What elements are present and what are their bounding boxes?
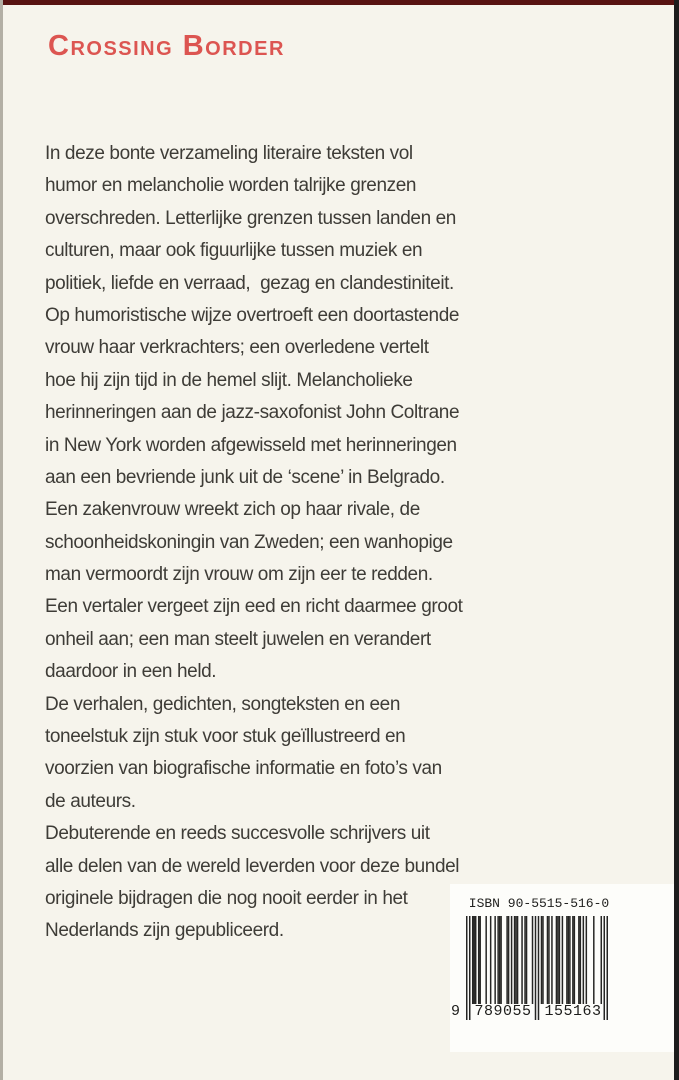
ean-digit-lead: 9 xyxy=(451,1003,461,1020)
body-text-line: politiek, liefde en verraad, gezag en clandestiniteit. xyxy=(45,272,454,294)
body-text-line: Een vertaler vergeet zijn eed en richt daarmee groot xyxy=(45,596,463,618)
body-text-line: De verhalen, gedichten, songteksten en een xyxy=(45,693,401,715)
ean-digits-left: 789055 xyxy=(474,1003,532,1020)
barcode-panel xyxy=(450,884,675,1052)
body-text-line: herinneringen aan de jazz-saxofonist John Coltrane xyxy=(45,402,460,424)
body-text-line: Nederlands zijn gepubliceerd. xyxy=(45,920,284,942)
body-text-line: hoe hij zijn tijd in de hemel slijt. Melancholieke xyxy=(45,369,413,391)
body-text-line: schoonheidskoningin van Zweden; een wanhopige xyxy=(45,531,453,553)
body-text-line: voorzien van biografische informatie en foto’s van xyxy=(45,758,442,780)
ean-digits xyxy=(451,1002,608,1020)
body-text-line: In deze bonte verzameling literaire teksten vol xyxy=(45,143,413,164)
scan-edge-left xyxy=(0,0,3,1080)
body-text-line: Een zakenvrouw wreekt zich op haar rivale, de xyxy=(45,499,420,521)
body-text-line: aan een bevriende junk uit de ‘scene’ in Belgrado. xyxy=(45,466,445,488)
body-text-line: toneelstuk zijn stuk voor stuk geïllustreerd en xyxy=(45,726,406,748)
isbn-label: ISBN 90-5515-516-0 xyxy=(468,896,610,911)
body-text-line: Op humoristische wijze overtroeft een doortastende xyxy=(45,304,460,326)
body-text-line: Debuterende en reeds succesvolle schrijvers uit xyxy=(45,823,430,845)
body-text-line: de auteurs. xyxy=(45,790,136,812)
body-text-line: overschreden. Letterlijke grenzen tussen landen en xyxy=(45,207,456,229)
ean-barcode xyxy=(451,916,608,1038)
body-text-line: originele bijdragen die nog nooit eerder in het xyxy=(45,887,408,909)
scan-edge-top xyxy=(0,0,679,5)
ean-digits-right: 155163 xyxy=(544,1003,602,1020)
body-text-line: vrouw haar verkrachters; een overledene vertelt xyxy=(45,337,429,359)
body-text xyxy=(45,138,463,948)
body-text-line: daardoor in een held. xyxy=(45,661,217,683)
body-text-line: man vermoordt zijn vrouw om zijn eer te redden. xyxy=(45,564,433,586)
body-text-line: culturen, maar ook figuurlijke tussen muziek en xyxy=(45,240,423,262)
body-text-line: in New York worden afgewisseld met herinneringen xyxy=(45,434,457,456)
scan-edge-right xyxy=(674,0,679,1080)
body-text-line: onheil aan; een man steelt juwelen en verandert xyxy=(45,628,431,650)
book-title: Crossing Border xyxy=(48,30,285,62)
body-text-line: humor en melancholie worden talrijke grenzen xyxy=(45,175,417,197)
body-text-line: alle delen van de wereld leverden voor deze bundel xyxy=(45,855,460,877)
